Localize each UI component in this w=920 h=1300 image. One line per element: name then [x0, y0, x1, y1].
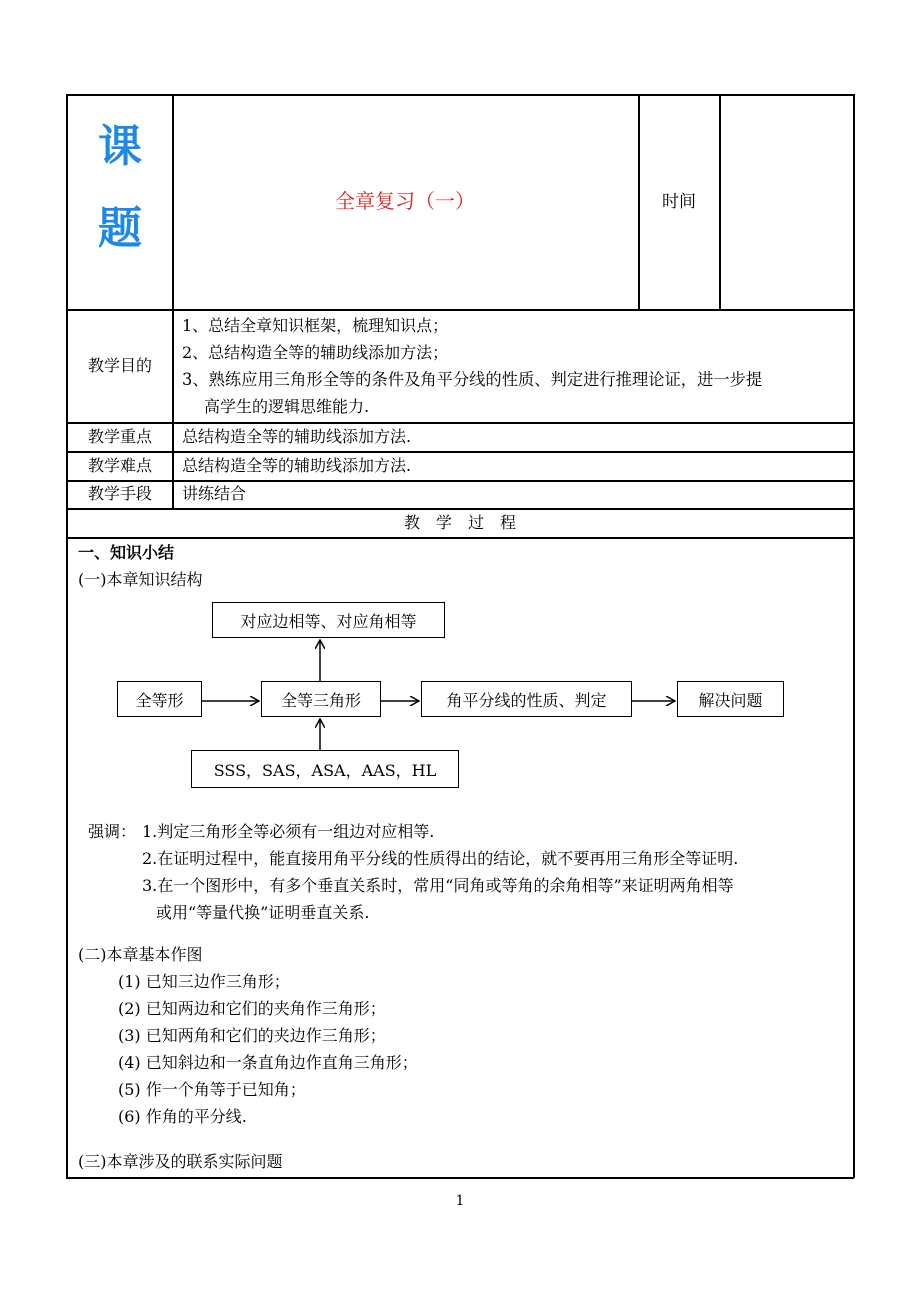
sub1-title: (一)本章知识结构 — [78, 570, 203, 589]
diagram-bottom-box: SSS，SAS，ASA，AAS，HL — [191, 750, 459, 788]
emphasis-2: 2.在证明过程中，能直接用角平分线的性质得出的结论，就不要再用三角形全等证明. — [142, 849, 739, 868]
objective-1: 1、总结全章知识框架，梳理知识点； — [182, 316, 449, 335]
objective-3-cont: 高学生的逻辑思维能力. — [204, 397, 370, 416]
page-number: 1 — [455, 1193, 465, 1209]
objective-2: 2、总结构造全等的辅助线添加方法； — [182, 343, 449, 362]
key-point-text: 总结构造全等的辅助线添加方法. — [182, 427, 412, 446]
construction-4: (4) 已知斜边和一条直角边作直角三角形； — [118, 1053, 418, 1072]
emphasis-1: 1.判定三角形全等必须有一组边对应相等. — [142, 822, 435, 841]
emphasis-3: 3.在一个图形中，有多个垂直关系时，常用“同角或等角的余角相等”来证明两角相等 — [142, 876, 734, 895]
method-text: 讲练结合 — [182, 484, 247, 503]
title-label-char-1: 课 — [98, 121, 142, 172]
method-label: 教学手段 — [87, 484, 152, 503]
section1-title: 一、知识小结 — [78, 543, 175, 562]
sub3-title: (三)本章涉及的联系实际问题 — [78, 1152, 283, 1171]
difficulty-text: 总结构造全等的辅助线添加方法. — [182, 456, 412, 475]
construction-6: (6) 作角的平分线. — [118, 1107, 247, 1126]
objective-3: 3、熟练应用三角形全等的条件及角平分线的性质、判定进行推理论证，进一步提 — [182, 370, 763, 389]
emphasis-3-cont: 或用“等量代换”证明垂直关系. — [156, 903, 370, 922]
diagram-top-box: 对应边相等、对应角相等 — [212, 602, 445, 638]
construction-1: (1) 已知三边作三角形； — [118, 972, 290, 991]
diagram-box-congruent-triangles: 全等三角形 — [261, 681, 381, 717]
diagram-box-congruent-figures: 全等形 — [117, 681, 202, 717]
title-label-char-2: 题 — [98, 203, 142, 254]
difficulty-label: 教学难点 — [87, 456, 152, 475]
sub2-title: (二)本章基本作图 — [78, 945, 203, 964]
diagram-box-angle-bisector: 角平分线的性质、判定 — [421, 681, 632, 717]
time-label: 时间 — [662, 192, 696, 212]
diagram-box-solve-problems: 解决问题 — [677, 681, 784, 717]
key-point-label: 教学重点 — [87, 427, 152, 446]
construction-2: (2) 已知两边和它们的夹角作三角形； — [118, 999, 386, 1018]
construction-3: (3) 已知两角和它们的夹边作三角形； — [118, 1026, 386, 1045]
lesson-title: 全章复习（一） — [335, 189, 475, 213]
process-header: 教 学 过 程 — [403, 513, 516, 532]
emphasis-label: 强调： — [88, 822, 137, 841]
objectives-label: 教学目的 — [87, 356, 152, 375]
construction-5: (5) 作一个角等于已知角； — [118, 1080, 306, 1099]
